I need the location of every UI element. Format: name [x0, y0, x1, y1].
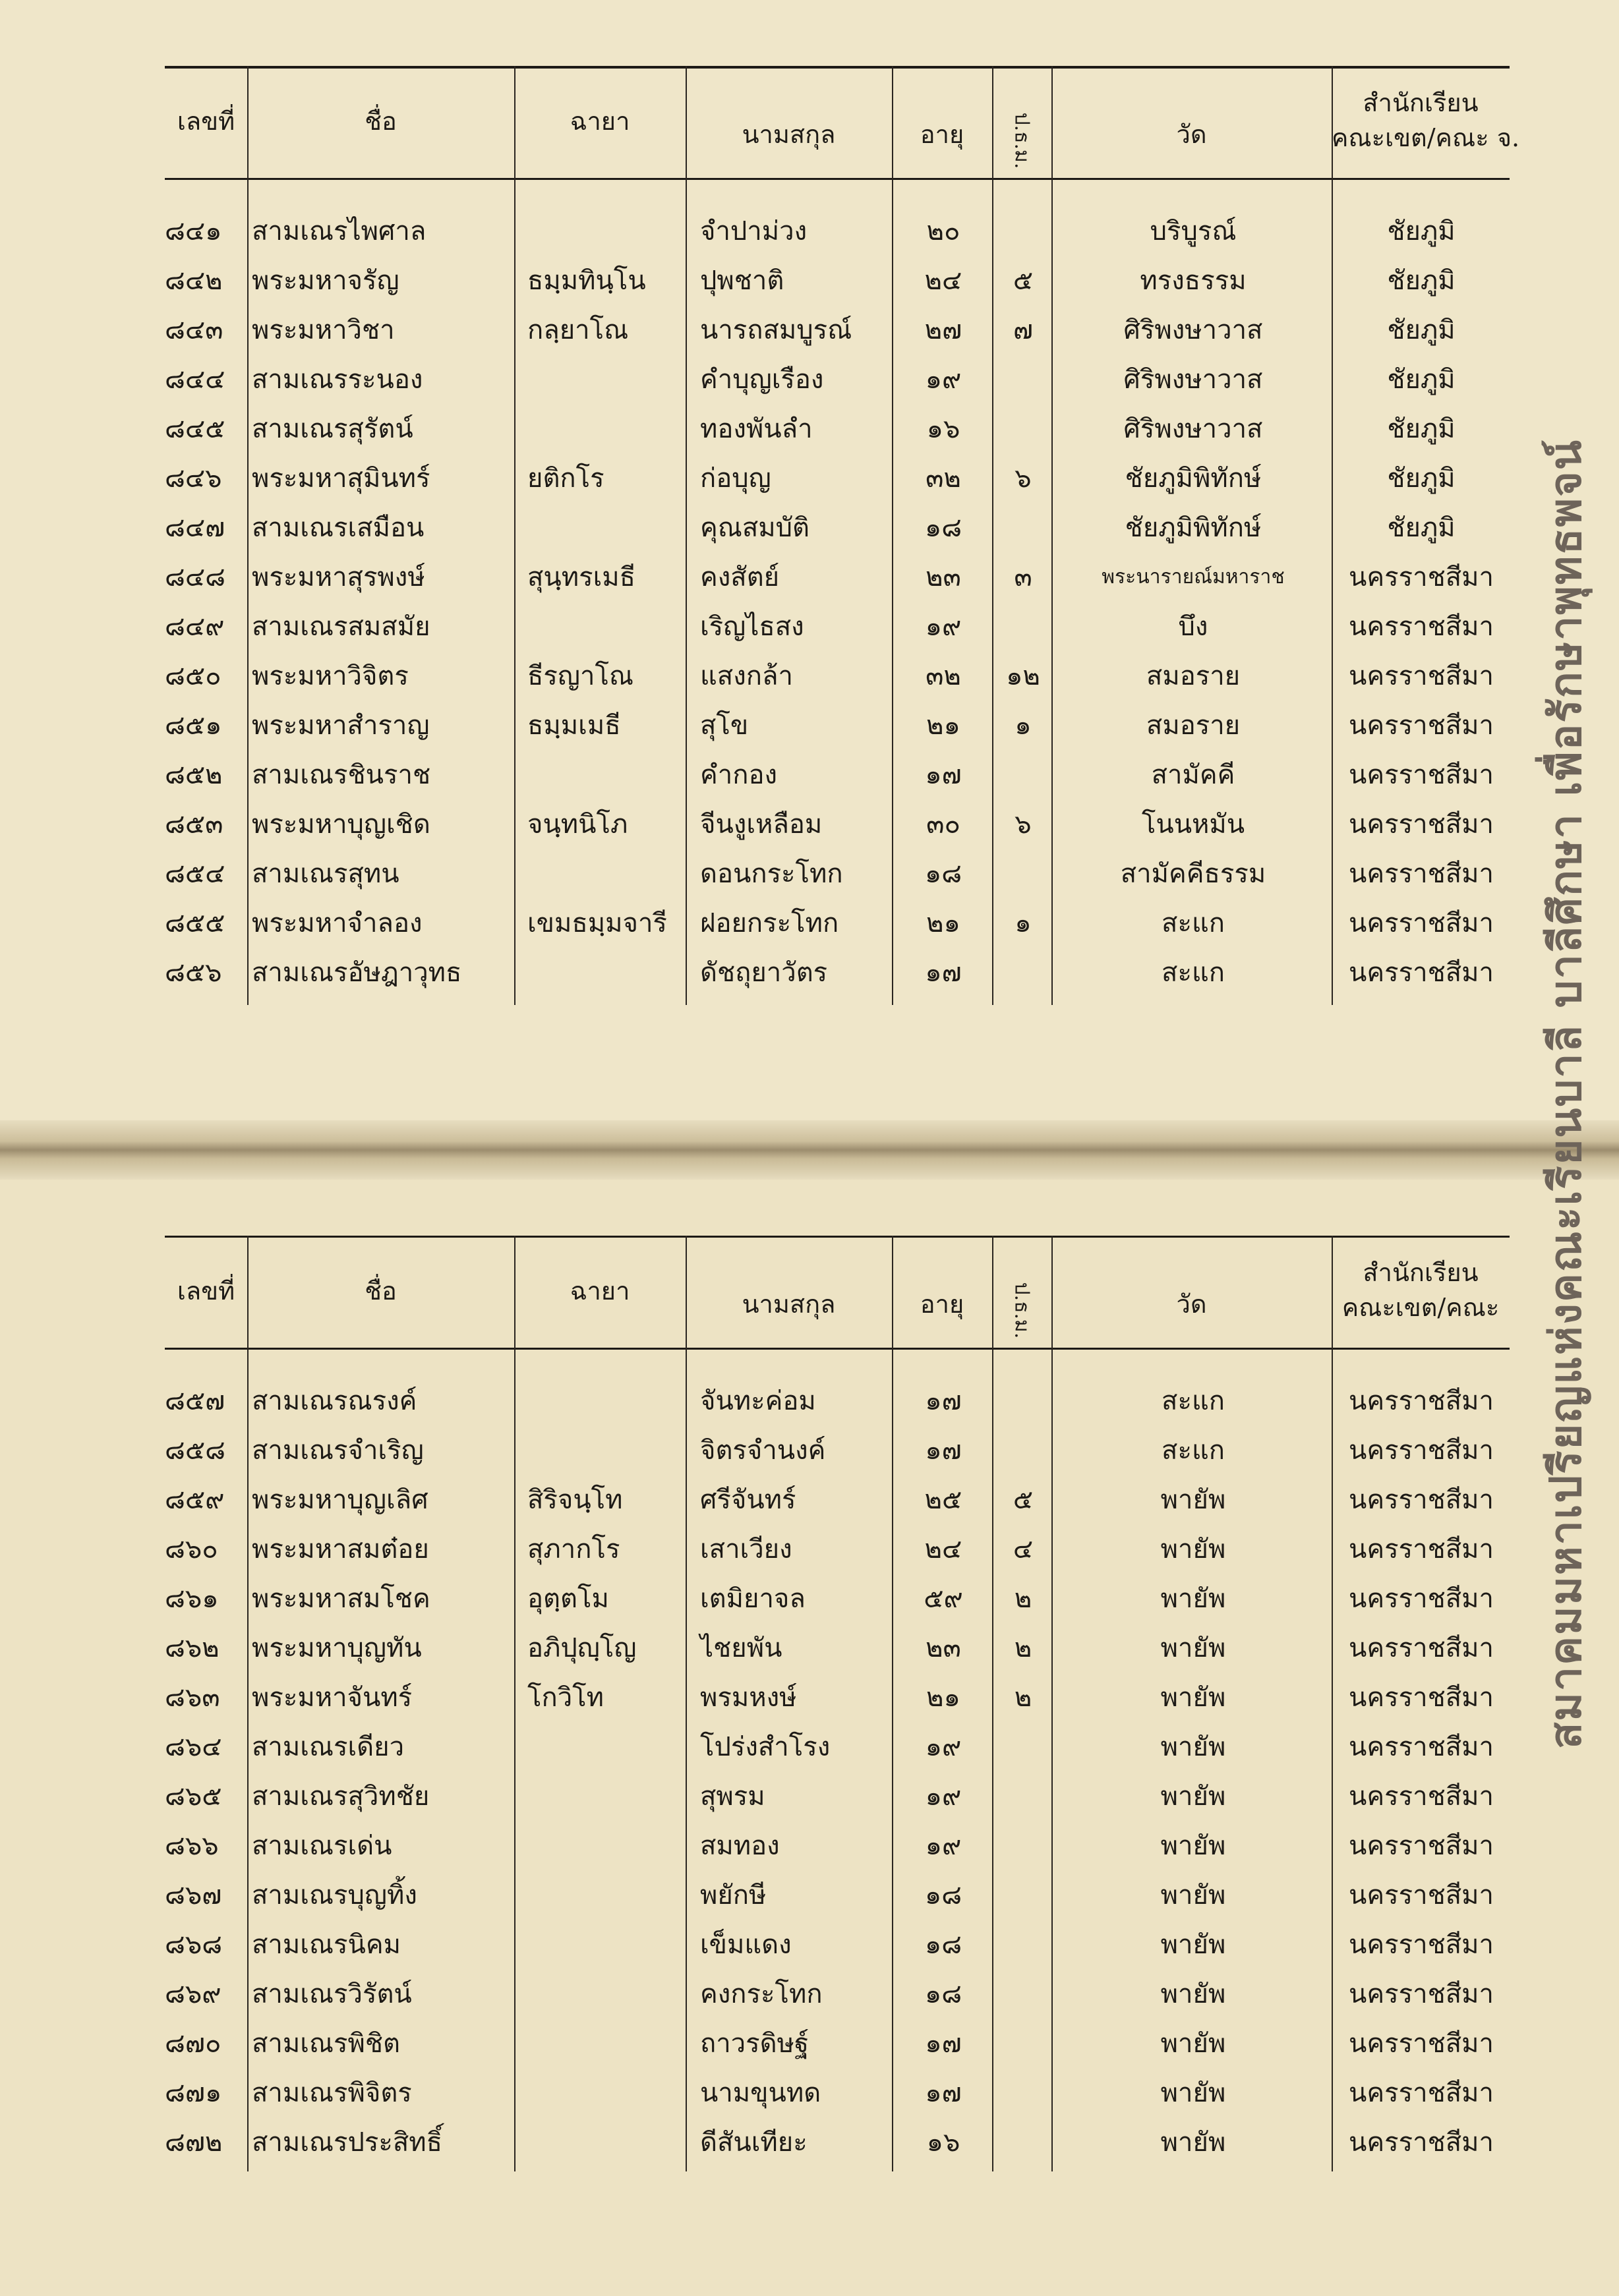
row-wat: สมอราย [1146, 710, 1241, 741]
row-surname: พยักษี [700, 1880, 767, 1910]
row-office: นครราชสีมา [1349, 661, 1494, 691]
row-surname: ไชยพัน [700, 1633, 782, 1663]
row-surname: คุณสมบัติ [700, 513, 810, 543]
row-number: ๘๕๔ [165, 859, 225, 889]
row-surname: สมทอง [700, 1831, 780, 1861]
row-age: ๑๖ [926, 2127, 960, 2158]
header-fa-chaya: ฉายา [570, 1277, 630, 1306]
row-office: นครราชสีมา [1349, 710, 1494, 741]
row-number: ๘๗๒ [165, 2127, 223, 2158]
table-row [165, 554, 1510, 601]
table-row [165, 1970, 1510, 2018]
table-row [165, 603, 1510, 650]
row-wat: พายัพ [1160, 1930, 1226, 1960]
row-office: นครราชสีมา [1349, 2127, 1494, 2158]
row-office: นครราชสีมา [1349, 612, 1494, 642]
row-wat: โนนหมัน [1141, 809, 1245, 840]
row-office: นครราชสีมา [1349, 1386, 1494, 1416]
table-row [165, 504, 1510, 552]
row-surname: พรมหงษ์ [700, 1682, 797, 1713]
row-office: นครราชสีมา [1349, 1732, 1494, 1762]
row-office: นครราชสีมา [1349, 1880, 1494, 1910]
row-number: ๘๔๗ [165, 513, 225, 543]
row-age: ๑๗ [925, 2028, 962, 2059]
table-row [165, 949, 1510, 996]
row-number: ๘๔๓ [165, 315, 223, 345]
row-office: นครราชสีมา [1349, 1435, 1494, 1466]
row-name: พระมหาจรัญ [252, 266, 399, 296]
row-age: ๒๓ [926, 562, 961, 592]
row-grade: ๓ [1014, 562, 1032, 592]
row-name: สามเณรจำเริญ [252, 1435, 424, 1466]
table-row [165, 1526, 1510, 1573]
table-row [165, 1624, 1510, 1672]
row-age: ๑๖ [926, 414, 960, 444]
row-number: ๘๕๘ [165, 1435, 225, 1466]
row-wat: สามัคคี [1151, 760, 1235, 790]
row-name: สามเณรนิคม [252, 1930, 401, 1960]
header-bottom-rule [165, 178, 1510, 180]
row-number: ๘๗๐ [165, 2028, 221, 2059]
row-surname: ฝอยกระโทก [700, 908, 839, 938]
row-wat: พายัพ [1160, 1682, 1226, 1713]
row-age: ๒๑ [926, 1682, 960, 1713]
header-age: อายุ [920, 120, 964, 149]
row-office: นครราชสีมา [1349, 1930, 1494, 1960]
header-name: ชื่อ [365, 1277, 397, 1306]
header-wat: วัด [1176, 1290, 1207, 1319]
side-title-text: สมาคมมหาเปรียญแห่งคณะเรียนบาลี บาลีศึกษา เพื่อรักษาพุทธพจน์ [1540, 439, 1591, 1749]
header-office-line1: สำนักเรียน [1363, 88, 1479, 117]
row-age: ๑๙ [925, 1781, 962, 1812]
row-number: ๘๖๖ [165, 1831, 219, 1861]
row-office: นครราชสีมา [1349, 1485, 1494, 1515]
row-office: นครราชสีมา [1349, 562, 1494, 592]
row-fa-chaya: เขมธมฺมจารี [527, 908, 667, 938]
row-wat: สะแก [1162, 908, 1225, 938]
row-office: นครราชสีมา [1349, 1584, 1494, 1614]
row-fa-chaya: ธมฺมเมธี [527, 710, 621, 741]
row-name: สามเณรอัษฎาวุทธ [252, 958, 462, 988]
header-no: เลขที่ [177, 1277, 235, 1306]
row-name: สามเณรสุทน [252, 859, 399, 889]
row-wat: พายัพ [1160, 1831, 1226, 1861]
row-surname: คำบุญเรือง [700, 364, 824, 395]
header-fa-chaya: ฉายา [570, 107, 630, 136]
row-name: พระมหาสุมินทร์ [252, 463, 430, 494]
row-surname: ดอนกระโทก [700, 859, 843, 889]
row-fa-chaya: อุตฺตโม [527, 1584, 609, 1614]
row-number: ๘๕๐ [165, 661, 221, 691]
row-name: สามเณรเด่น [252, 1831, 392, 1861]
row-office: นครราชสีมา [1349, 1682, 1494, 1713]
row-surname: เริญไธสง [700, 612, 804, 642]
row-surname: โปร่งสำโรง [700, 1732, 831, 1762]
row-office: ชัยภูมิ [1387, 364, 1456, 395]
table-row [165, 1773, 1510, 1820]
row-wat: พายัพ [1160, 1633, 1226, 1663]
row-age: ๒๓ [926, 1633, 961, 1663]
row-name: พระมหาวิจิตร [252, 661, 409, 691]
row-name: สามเณรสุรัตน์ [252, 414, 413, 444]
table-row [165, 2020, 1510, 2067]
row-wat: พายัพ [1160, 1534, 1226, 1564]
row-age: ๒๔ [924, 266, 962, 296]
row-name: สามเณรพิชิต [252, 2028, 400, 2059]
header-surname: นามสกุล [742, 1290, 836, 1319]
row-number: ๘๗๑ [165, 2078, 222, 2108]
row-surname: เสาเวียง [700, 1534, 792, 1564]
row-number: ๘๖๓ [165, 1682, 220, 1713]
row-surname: จันทะค่อม [700, 1386, 816, 1416]
table-row [165, 455, 1510, 502]
row-number: ๘๖๙ [165, 1979, 221, 2009]
row-wat: สะแก [1162, 958, 1225, 988]
row-number: ๘๕๓ [165, 809, 223, 840]
row-wat: พระนารายณ์มหาราช [1102, 565, 1285, 588]
row-fa-chaya: อภิปุญฺโญ [527, 1633, 637, 1663]
row-age: ๓๒ [926, 463, 961, 494]
row-age: ๑๘ [924, 513, 962, 543]
row-office: ชัยภูมิ [1387, 266, 1456, 296]
row-surname: แสงกล้า [700, 661, 793, 691]
row-number: ๘๖๔ [165, 1732, 222, 1762]
row-age: ๒๕ [924, 1485, 962, 1515]
table-row [165, 1674, 1510, 1721]
header-age: อายุ [920, 1290, 964, 1319]
row-grade: ๑ [1015, 710, 1032, 741]
row-number: ๘๔๙ [165, 612, 225, 642]
row-office: นครราชสีมา [1349, 1831, 1494, 1861]
row-number: ๘๖๐ [165, 1534, 218, 1564]
row-name: สามเณรไพศาล [252, 216, 427, 246]
row-surname: คงสัตย์ [700, 562, 780, 592]
table-row [165, 1921, 1510, 1968]
table-row [165, 2069, 1510, 2117]
row-surname: นามขุนทด [700, 2078, 821, 2108]
row-fa-chaya: จนฺทนิโภ [527, 809, 628, 840]
row-surname: ปุพชาติ [700, 266, 784, 296]
row-wat: พายัพ [1160, 1781, 1226, 1812]
row-age: ๕๙ [924, 1584, 963, 1614]
row-number: ๘๕๒ [165, 760, 223, 790]
row-wat: สะแก [1162, 1386, 1225, 1416]
row-wat: สมอราย [1146, 661, 1241, 691]
row-fa-chaya: โกวิโท [527, 1682, 604, 1713]
row-number: ๘๔๘ [165, 562, 225, 592]
row-age: ๑๘ [924, 1880, 962, 1910]
row-office: ชัยภูมิ [1387, 513, 1456, 543]
row-surname: ศรีจันทร์ [700, 1485, 796, 1515]
row-age: ๓๐ [926, 809, 960, 840]
table-row [165, 208, 1510, 255]
row-wat: พายัพ [1160, 2078, 1226, 2108]
row-wat: บริบูรณ์ [1150, 216, 1237, 246]
row-surname: ดีสันเทียะ [700, 2127, 808, 2158]
row-age: ๑๗ [925, 760, 962, 790]
row-age: ๑๗ [925, 1435, 962, 1466]
row-wat: พายัพ [1160, 1732, 1226, 1762]
row-surname: คำกอง [700, 760, 777, 790]
row-wat: พายัพ [1160, 2028, 1226, 2059]
row-surname: ก่อบุญ [700, 463, 771, 494]
row-office: นครราชสีมา [1349, 1534, 1494, 1564]
row-wat: ชัยภูมิพิทักษ์ [1125, 513, 1262, 543]
row-office: นครราชสีมา [1349, 2028, 1494, 2059]
row-grade: ๕ [1013, 1485, 1034, 1515]
table-row [165, 1822, 1510, 1870]
header-surname: นามสกุล [742, 120, 836, 149]
row-name: พระมหาบุญเชิด [252, 809, 430, 840]
row-fa-chaya: กลฺยาโณ [527, 315, 629, 345]
row-age: ๒๑ [926, 908, 960, 938]
row-number: ๘๖๒ [165, 1633, 220, 1663]
table-row [165, 850, 1510, 898]
table-row [165, 900, 1510, 947]
row-name: พระมหาจันทร์ [252, 1682, 413, 1713]
row-name: สามเณรเสมือน [252, 513, 425, 543]
row-surname: จิตรจำนงค์ [700, 1435, 826, 1466]
row-age: ๑๘ [924, 1930, 962, 1960]
row-wat: ชัยภูมิพิทักษ์ [1125, 463, 1262, 494]
row-number: ๘๖๑ [165, 1584, 219, 1614]
row-fa-chaya: ธีรญาโณ [527, 661, 634, 691]
row-surname: นารถสมบูรณ์ [700, 315, 852, 345]
row-grade: ๗ [1013, 315, 1034, 345]
row-age: ๓๒ [926, 661, 961, 691]
row-surname: สุโข [700, 710, 749, 741]
header-grade: ป.ธ.ม. [1010, 1282, 1034, 1339]
book-spine [0, 1120, 1619, 1180]
row-fa-chaya: ธมฺมทินฺโน [527, 266, 646, 296]
row-name: พระมหาจำลอง [252, 908, 423, 938]
row-grade: ๒ [1014, 1584, 1032, 1614]
row-office: นครราชสีมา [1349, 2078, 1494, 2108]
row-grade: ๖ [1015, 809, 1032, 840]
row-name: สามเณรสุวิทชัย [252, 1781, 430, 1812]
header-no: เลขที่ [177, 107, 235, 136]
header-office [1332, 86, 1520, 156]
row-number: ๘๖๗ [165, 1880, 222, 1910]
row-age: ๑๘ [924, 1979, 962, 2009]
header-office-line2: คณะเขต/คณะ จ. [1332, 123, 1520, 153]
row-age: ๑๘ [924, 859, 962, 889]
row-name: พระมหาสำราญ [252, 710, 430, 741]
row-surname: จำปาม่วง [700, 216, 808, 246]
row-fa-chaya: สุภากโร [527, 1534, 620, 1564]
row-office: นครราชสีมา [1349, 809, 1494, 840]
table-row [165, 652, 1510, 700]
table-row [165, 1723, 1510, 1771]
row-age: ๑๙ [925, 1732, 962, 1762]
table-row [165, 2119, 1510, 2166]
row-name: สามเณรเดียว [252, 1732, 405, 1762]
header-wat: วัด [1176, 120, 1207, 149]
row-wat: พายัพ [1160, 1880, 1226, 1910]
row-surname: ถาวรดิษฐ์ [700, 2028, 810, 2059]
row-number: ๘๕๑ [165, 710, 222, 741]
row-name: พระมหาสมโชค [252, 1584, 430, 1614]
row-name: พระมหาบุญทัน [252, 1633, 422, 1663]
row-surname: สุพรม [700, 1781, 765, 1812]
row-office: ชัยภูมิ [1387, 315, 1456, 345]
table-top-rule [165, 66, 1510, 69]
row-number: ๘๖๘ [165, 1930, 223, 1960]
row-age: ๑๙ [925, 612, 962, 642]
row-number: ๘๕๙ [165, 1485, 225, 1515]
table-row [165, 1476, 1510, 1524]
row-number: ๘๔๕ [165, 414, 225, 444]
row-grade: ๖ [1015, 463, 1032, 494]
row-grade: ๒ [1014, 1633, 1032, 1663]
row-age: ๑๗ [925, 2078, 962, 2108]
row-age: ๑๗ [925, 1386, 962, 1416]
row-number: ๘๖๕ [165, 1781, 222, 1812]
row-wat: พายัพ [1160, 2127, 1226, 2158]
table-row [165, 257, 1510, 304]
header-grade: ป.ธ.ม. [1010, 112, 1034, 169]
row-wat: ศิริพงษาวาส [1123, 315, 1263, 345]
row-number: ๘๔๒ [165, 266, 223, 296]
table-row [165, 1377, 1510, 1425]
row-age: ๑๙ [925, 1831, 962, 1861]
row-office: นครราชสีมา [1349, 1781, 1494, 1812]
row-name: สามเณรสมสมัย [252, 612, 430, 642]
row-grade: ๕ [1013, 266, 1034, 296]
table-top-rule [165, 1236, 1510, 1238]
row-name: สามเณรบุญทิ้ง [252, 1880, 417, 1910]
table-row [165, 1575, 1510, 1622]
row-name: สามเณรณรงค์ [252, 1386, 417, 1416]
row-office: นครราชสีมา [1349, 1633, 1494, 1663]
row-age: ๒๗ [924, 315, 962, 345]
row-fa-chaya: ยติกโร [527, 463, 604, 494]
row-age: ๒๔ [924, 1534, 962, 1564]
row-name: สามเณรพิจิตร [252, 2078, 412, 2108]
row-office: นครราชสีมา [1349, 958, 1494, 988]
row-surname: ดัชถุยาวัตร [700, 958, 828, 988]
row-wat: พายัพ [1160, 1584, 1226, 1614]
row-grade: ๔ [1013, 1534, 1034, 1564]
row-surname: เข็มแดง [700, 1930, 792, 1960]
row-number: ๘๕๖ [165, 958, 222, 988]
row-name: พระมหาบุญเลิศ [252, 1485, 428, 1515]
row-age: ๒๑ [926, 710, 960, 741]
row-wat: พายัพ [1160, 1485, 1226, 1515]
row-age: ๑๙ [925, 364, 962, 395]
row-number: ๘๔๔ [165, 364, 225, 395]
row-wat: ศิริพงษาวาส [1123, 364, 1263, 395]
row-surname: เตมิยาจล [700, 1584, 806, 1614]
row-number: ๘๕๗ [165, 1386, 225, 1416]
row-number: ๘๔๑ [165, 216, 222, 246]
row-age: ๒๐ [926, 216, 960, 246]
row-office: นครราชสีมา [1349, 908, 1494, 938]
vertical-side-title [1529, 439, 1602, 1749]
header-office [1332, 1255, 1510, 1325]
row-name: สามเณรวิรัตน์ [252, 1979, 412, 2009]
row-number: ๘๕๕ [165, 908, 225, 938]
row-office: ชัยภูมิ [1387, 216, 1456, 246]
row-wat: สะแก [1162, 1435, 1225, 1466]
row-name: สามเณรประสิทธิ์ [252, 2127, 443, 2158]
row-number: ๘๔๖ [165, 463, 222, 494]
row-name: พระมหาสุรพงษ์ [252, 562, 425, 592]
table-row [165, 702, 1510, 749]
row-grade: ๒ [1014, 1682, 1032, 1713]
table-row [165, 751, 1510, 799]
row-office: นครราชสีมา [1349, 859, 1494, 889]
table-row [165, 1872, 1510, 1919]
row-age: ๑๗ [925, 958, 962, 988]
row-office: ชัยภูมิ [1387, 414, 1456, 444]
table-row [165, 356, 1510, 403]
row-office: นครราชสีมา [1349, 1979, 1494, 2009]
header-name: ชื่อ [365, 107, 397, 136]
table-row [165, 1427, 1510, 1474]
table-row [165, 405, 1510, 453]
table-row [165, 801, 1510, 848]
row-wat: ทรงธรรม [1140, 266, 1247, 296]
row-wat: สามัคคีธรรม [1120, 859, 1266, 889]
row-office: ชัยภูมิ [1387, 463, 1456, 494]
row-name: พระมหาวิชา [252, 315, 395, 345]
row-wat: บึง [1178, 612, 1208, 642]
row-wat: ศิริพงษาวาส [1123, 414, 1263, 444]
row-surname: คงกระโทก [700, 1979, 823, 2009]
header-office-line2: คณะเขต/คณะ [1341, 1293, 1500, 1323]
row-name: สามเณรระนอง [252, 364, 423, 395]
header-bottom-rule [165, 1348, 1510, 1350]
row-fa-chaya: สิริจนฺโท [527, 1485, 623, 1515]
row-name: สามเณรชินราช [252, 760, 431, 790]
row-fa-chaya: สุนฺทรเมธี [527, 562, 636, 592]
row-office: นครราชสีมา [1349, 760, 1494, 790]
row-grade: ๑๒ [1006, 661, 1040, 691]
row-name: พระมหาสมต๋อย [252, 1534, 429, 1564]
row-surname: จีนงูเหลือม [700, 809, 823, 840]
row-surname: ทองพันลำ [700, 414, 813, 444]
header-office-line1: สำนักเรียน [1363, 1258, 1479, 1287]
table-row [165, 306, 1510, 354]
row-wat: พายัพ [1160, 1979, 1226, 2009]
row-grade: ๑ [1015, 908, 1032, 938]
